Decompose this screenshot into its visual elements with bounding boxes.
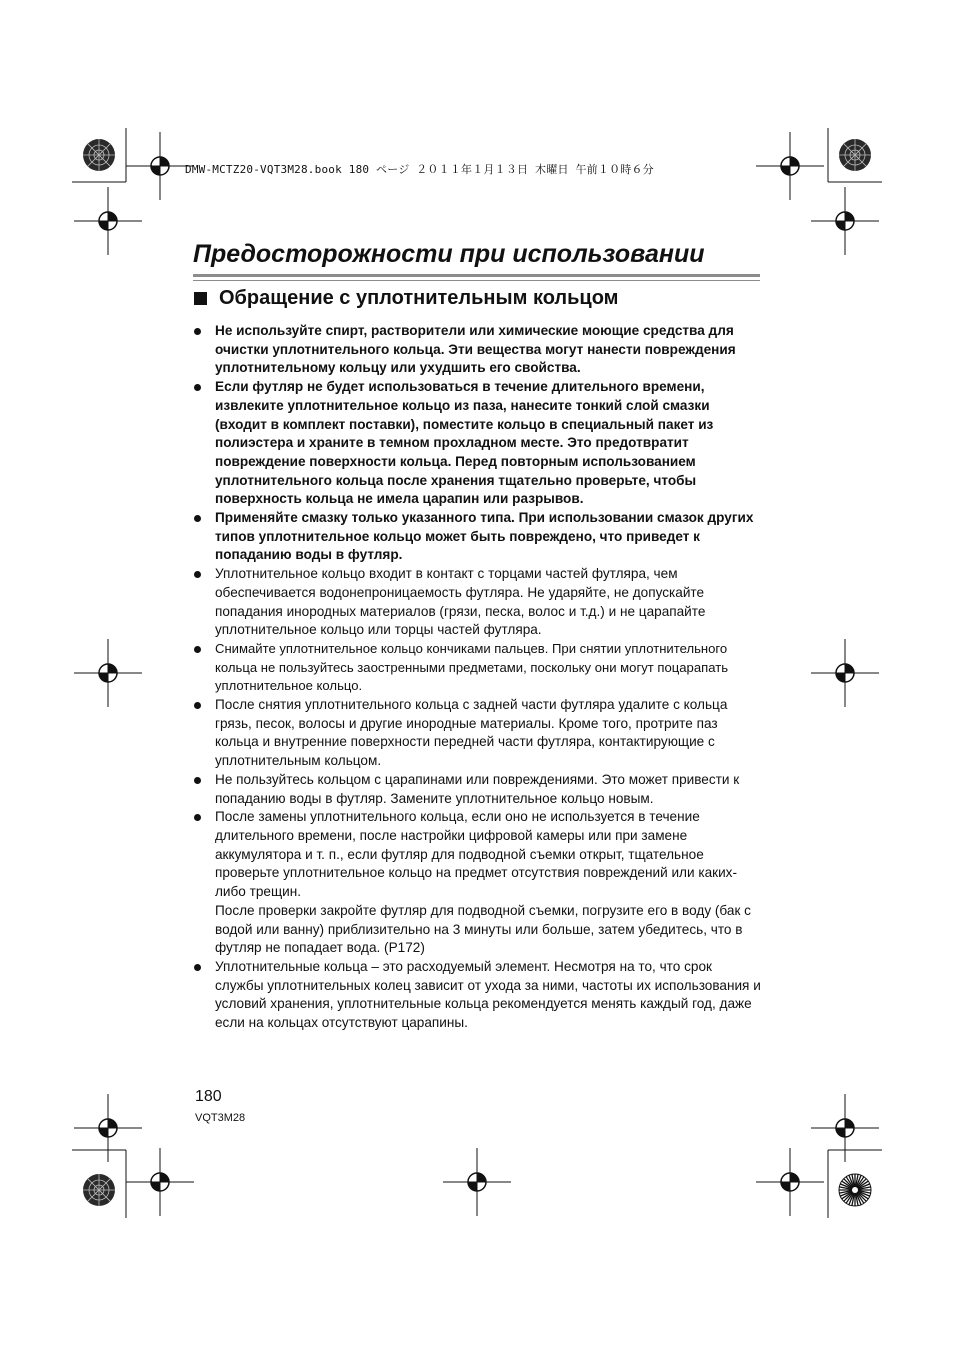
print-header: DMW-MCTZ20-VQT3M28.book 180 ページ ２０１１年１月１３日 木曜日 午前１０時６分: [185, 163, 654, 176]
item-text: Применяйте смазку только указанного типа. При использовании смазок других типов уплотнительное кольцо может быть повреждено, что приведет к попаданию воды в футляр.: [215, 510, 754, 563]
item-text: Не пользуйтесь кольцом с царапинами или повреждениями. Это может привести к попаданию воды в футляр. Замените уплотнительное кольцо новым.: [215, 771, 740, 806]
document-code: VQT3M28: [195, 1112, 246, 1124]
bullet-icon: [194, 964, 201, 971]
title-rule: [193, 274, 760, 281]
item-text: Снимайте уплотнительное кольцо кончиками пальцев. При снятии уплотнительного кольца не пользуйтесь заостренными предметами, поскольку они могут поцарапать уплотнительное кольцо.: [215, 640, 729, 694]
list-item: [194, 378, 762, 509]
bullet-icon: [194, 571, 201, 578]
list-item: [194, 640, 762, 696]
item-text: Уплотнительные кольца – это расходуемый элемент. Несмотря на то, что срок службы уплотнительных колец зависит от ухода за ними, частоты их использования и условий хранения, уплотнительные кольца рекомендуется менять каждый год, даже если на кольцах отсутствуют царапины.: [215, 958, 761, 1031]
list-item: [194, 771, 762, 808]
list-item: [194, 565, 762, 640]
item-text: После замены уплотнительного кольца, если оно не используется в течение длительного времени, после настройки цифровой камеры или при замене аккумулятора и т. п., если футляр для подводной съемки открыт, тщательное проверьте уплотнительное кольцо на предмет отсутствия повреждений или каких-либо трещин.: [215, 809, 738, 900]
section-header: [194, 287, 618, 310]
page-title: Предосторожности при использовании: [193, 240, 705, 268]
item-text: Если футляр не будет использоваться в течение длительного времени, извлеките уплотнительное кольцо из паза, нанесите тонкий слой смазки (входит в комплект поставки), поместите кольцо в специальный пакет из полиэстера и храните в темном прохладном месте. Это предотвратит повреждение поверхности кольца. Перед повторным использованием уплотнительного кольца после хранения тщательно проверьте, чтобы поверхность кольца не имела царапин или разрывов.: [215, 379, 714, 507]
bullet-icon: [194, 328, 201, 335]
square-bullet-icon: [194, 292, 207, 305]
list-item: [194, 808, 762, 958]
bullet-icon: [194, 702, 201, 709]
item-text: Уплотнительное кольцо входит в контакт с торцами частей футляра, чем обеспечивается водонепроницаемость футляра. Не ударяйте, не допускайте попадания инородных материалов (грязи, песка, волос и т.д.) и не царапайте уплотнительное кольцо или торцы частей футляра.: [215, 566, 706, 638]
item-text-continued: После проверки закройте футляр для подводной съемки, погрузите его в воду (бак с водой или ванну) приблизительно на 3 минуты или больше, затем убедитесь, что в футляр не попадает вода. (P172): [215, 902, 751, 956]
bullet-icon: [194, 777, 201, 784]
list-item: [194, 509, 762, 565]
item-text: После снятия уплотнительного кольца с задней части футляра удалите с кольца грязь, песок, волосы и другие инородные материалы. Кроме того, протрите паз кольца и внутренние поверхности передней части футляра, контактирующие с уплотнительным кольцом.: [215, 697, 728, 769]
list-item: [194, 322, 762, 378]
bullet-icon: [194, 814, 201, 821]
bullet-icon: [194, 515, 201, 522]
bullet-icon: [194, 384, 201, 391]
list-item: [194, 958, 762, 1033]
section-title: Обращение с уплотнительным кольцом: [219, 287, 619, 309]
page-number: 180: [195, 1088, 222, 1105]
item-text: Не используйте спирт, растворители или химические моющие средства для очистки уплотнительного кольца. Эти вещества могут нанести повреждения уплотнительному кольцу или ухудшить его свойства.: [215, 323, 736, 376]
list-item: [194, 696, 762, 771]
bullet-icon: [194, 646, 201, 653]
precautions-list: [194, 322, 762, 1033]
